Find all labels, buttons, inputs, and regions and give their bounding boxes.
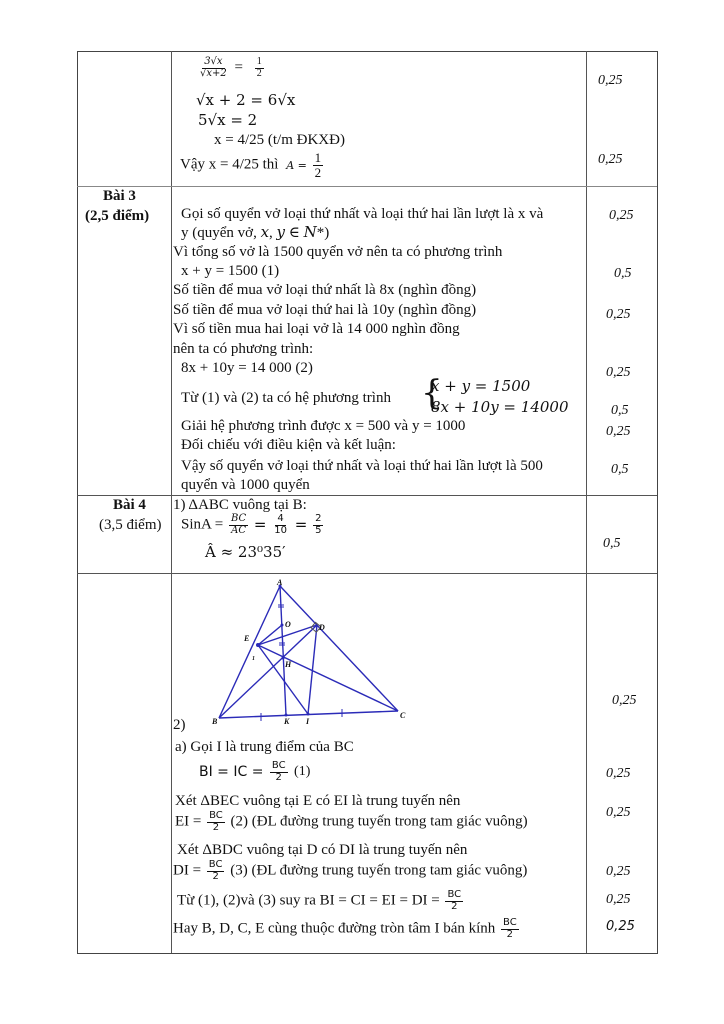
bai3-line: nên ta có phương trình: xyxy=(173,341,314,357)
score: 0,25 xyxy=(606,892,631,907)
score: 0,25 xyxy=(606,919,635,934)
bai4-sin: SinA = $\frac{BC}{AC}$ = $\frac{4}{10}$ = $\frac{2}{5}$ xyxy=(181,513,322,536)
label-d: D xyxy=(319,623,325,632)
bai3-line: Số tiền để mua vở loại thứ hai là 10y (nghìn đồng) xyxy=(173,302,477,318)
part2-label: 2) xyxy=(173,717,186,733)
altitude-ce xyxy=(258,645,398,711)
label-h: H xyxy=(285,660,292,669)
label-o: O xyxy=(285,620,291,629)
bai3-line: Giải hệ phương trình được x = 500 và y = 1000 xyxy=(181,418,466,434)
part2-line: Xét ΔBEC vuông tại E có EI là trung tuyến nên xyxy=(175,793,461,809)
side-ac xyxy=(280,586,398,711)
score: 0,5 xyxy=(611,462,629,477)
system-eq-2: 8𝑥 + 10𝑦 = 14000 xyxy=(431,398,569,416)
bai3-line: Vậy số quyển vở loại thứ nhất và loại thứ hai lần lượt là 500 xyxy=(181,458,543,474)
score: 0,25 xyxy=(606,864,631,879)
score: 0,5 xyxy=(611,403,629,418)
side-ab xyxy=(219,586,280,718)
bai4-line: 1) ΔABC vuông tại B: xyxy=(173,497,307,513)
system-brace: { xyxy=(421,373,443,413)
bai3-line: Đối chiếu với điều kiện và kết luận: xyxy=(181,437,396,453)
label-i: I xyxy=(306,717,310,726)
bai3-line: y (quyển vở, 𝑥, 𝑦 ∈ 𝑁*) xyxy=(181,225,330,241)
bai4-title: Bài 4 xyxy=(113,497,146,513)
score: 0,25 xyxy=(606,307,631,322)
bai4-points: (3,5 điểm) xyxy=(99,517,162,533)
bai3-line: Từ (1) và (2) ta có hệ phương trình xyxy=(181,390,391,406)
score: 0,25 xyxy=(606,805,631,820)
bai3-line: x + y = 1500 (1) xyxy=(181,263,280,279)
score: 0,5 xyxy=(603,536,621,551)
bai3-line: 8x + 10y = 14 000 (2) xyxy=(181,360,313,376)
part2-line: Xét ΔBDC vuông tại D có DI là trung tuyến nên xyxy=(177,842,468,858)
score: 0,25 xyxy=(606,766,631,781)
part2-conclusion: Hay B, D, C, E cùng thuộc đường tròn tâm I bán kính $\frac{BC}{2}$ xyxy=(173,917,517,940)
row-divider-1 xyxy=(77,186,657,187)
part2-line: a) Gọi I là trung điểm của BC xyxy=(175,739,354,755)
geometry-figure xyxy=(206,578,406,728)
bai3-line: quyển và 1000 quyển xyxy=(181,477,310,493)
part2-eq-2: EI = $\frac{BC}{2}$ (2) (ĐL đường trung tuyến trong tam giác vuông) xyxy=(175,810,528,833)
part2-eq-3: DI = $\frac{BC}{2}$ (3) (ĐL đường trung tuyến trong tam giác vuông) xyxy=(173,859,528,882)
score: 0,25 xyxy=(612,693,637,708)
part2-eq-1: BI = IC = $\frac{BC}{2}$ (1) xyxy=(199,760,311,783)
score: 0,25 xyxy=(606,424,631,439)
equation-step-2: √x + 2 = 6√x xyxy=(196,91,296,109)
bai3-line: Gọi số quyển vở loại thứ nhất và loại thứ hai lần lượt là x và xyxy=(181,206,544,222)
score: 0,25 xyxy=(609,208,634,223)
label-one: 1 xyxy=(252,656,255,662)
row-divider-3 xyxy=(77,573,657,574)
part2-eq-4: Từ (1), (2)và (3) suy ra BI = CI = EI = DI = $\frac{BC}{2}$ xyxy=(177,889,462,912)
label-a: A xyxy=(277,578,283,587)
label-b: B xyxy=(212,717,218,726)
label-k: K xyxy=(284,717,290,726)
score: 0,25 xyxy=(606,365,631,380)
row-divider-2 xyxy=(77,495,657,496)
part1-conclusion: Vậy x = 4/25 thì A = $\frac{1}{2}$ xyxy=(180,150,322,180)
score: 0,25 xyxy=(598,73,623,88)
bai3-line: Số tiền để mua vở loại thứ nhất là 8x (nghìn đồng) xyxy=(173,282,477,298)
bai3-line: Vì số tiền mua hai loại vở là 14 000 nghìn đồng xyxy=(173,321,460,337)
label-c: C xyxy=(400,711,406,720)
bai3-line: Vì tổng số vở là 1500 quyển vở nên ta có phương trình xyxy=(173,244,503,260)
bai3-title: Bài 3 xyxy=(103,188,136,204)
segment-eo xyxy=(258,625,282,645)
score: 0,5 xyxy=(614,266,632,281)
score: 0,25 xyxy=(598,152,623,167)
equation-step-3: 5√x = 2 xyxy=(198,111,258,129)
label-e: E xyxy=(244,634,250,643)
system-eq-1: 𝑥 + 𝑦 = 1500 xyxy=(431,377,531,395)
altitude-bd xyxy=(219,625,317,718)
equation-fraction: $\frac{3√x}{√x+2}$ = $\frac{1}{2}$ xyxy=(200,56,262,79)
bai3-points: (2,5 điểm) xyxy=(85,208,150,224)
equation-step-4: x = 4/25 (t/m ĐKXĐ) xyxy=(214,132,345,148)
bai4-angle: Â ≈ 23⁰35′ xyxy=(205,543,286,561)
